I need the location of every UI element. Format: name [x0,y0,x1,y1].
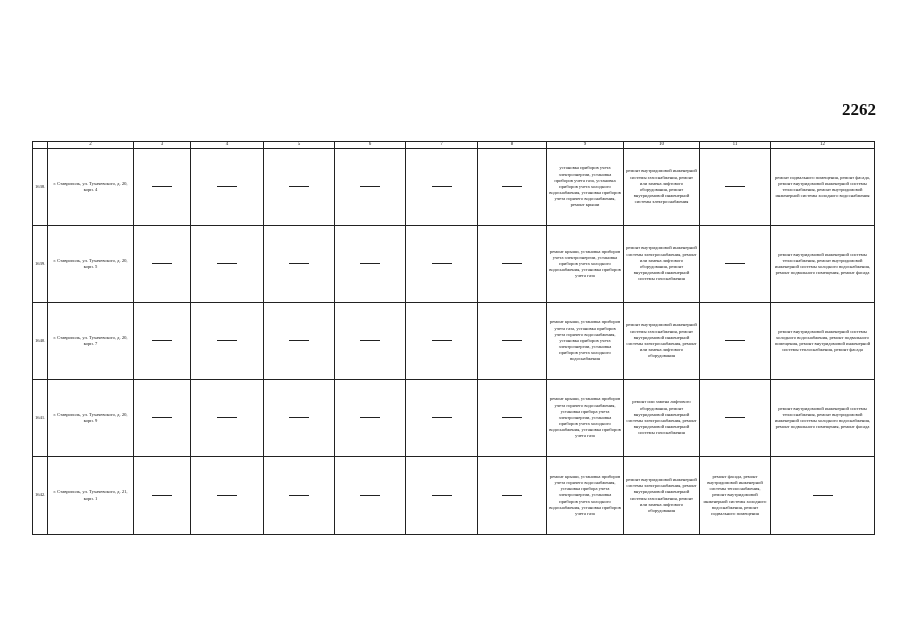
empty-cell [406,380,478,457]
page-number: 2262 [842,100,876,119]
header-cell: 11 [700,142,771,149]
header-cell: 8 [478,142,547,149]
header-cell [33,142,48,149]
address-cell: г. Ставрополь, ул. Тухачевского, д. 20, корп. 9 [48,380,134,457]
empty-cell [335,226,406,303]
empty-cell [478,149,547,226]
empty-cell [264,380,335,457]
empty-cell [134,380,191,457]
empty-cell [700,380,771,457]
dash-mark [813,495,833,496]
empty-cell [335,149,406,226]
dash-mark [217,417,237,418]
address-cell: г. Ставрополь, ул. Тухачевского, д. 20, корп. 7 [48,303,134,380]
row-number: 1640. [33,303,48,380]
works-cell-9: ремонт крыши, установка приборов учета горячего водоснабжения, установка прибора учета электроэнергии, установка приборов учета холодного водоснабжения, установка приборов учета газа [547,457,624,535]
header-cell: 7 [406,142,478,149]
works-cell-9: установка приборов учета электроэнергии, установка приборов учета газа, установка приборов учета холодного водоснабжения, установка приборов учета горячего водоснабжения, ремонт крыши [547,149,624,226]
empty-cell [771,457,875,535]
header-cell: 6 [335,142,406,149]
works-cell-9: ремонт крыши, установка приборов учета электроэнергии, установка приборов учета холодного водоснабжения, установка приборов учета газа [547,226,624,303]
dash-mark [217,186,237,187]
address-cell: г. Ставрополь, ул. Тухачевского, д. 20, корп. 5 [48,226,134,303]
empty-cell [191,380,264,457]
empty-cell [478,226,547,303]
header-cell: 3 [134,142,191,149]
works-cell-12: ремонт внутридомовой инженерной системы теплоснабжения, ремонт внутридомовой инженерной системы холодного водоснабжения, ремонт подвального помещения, ремонт фасада [771,226,875,303]
table-row [33,226,875,303]
empty-cell [264,149,335,226]
header-cell: 12 [771,142,875,149]
empty-cell [406,226,478,303]
row-number: 1641. [33,380,48,457]
dash-mark [152,263,172,264]
dash-mark [289,417,309,418]
row-number: 1639. [33,226,48,303]
works-cell-10: ремонт внутридомовой инженерной системы газоснабжения, ремонт или замена лифтового оборудования, ремонт внутридомовой инженерной системы электроснабжения [624,149,700,226]
dash-mark [725,186,745,187]
dash-mark [289,263,309,264]
empty-cell [134,226,191,303]
works-cell-10: ремонт или замена лифтового оборудования, ремонт внутридомовой инженерной системы электроснабжения, ремонт внутридомовой инженерной системы газоснабжения [624,380,700,457]
dash-mark [152,495,172,496]
header-cell: 9 [547,142,624,149]
empty-cell [406,457,478,535]
dash-mark [502,417,522,418]
empty-cell [134,457,191,535]
works-cell-9: ремонт крыши, установка приборов учета газа, установка приборов учета горячего водоснабжения, установка приборов учета электроэнергии, установка приборов учета холодного водоснабжения [547,303,624,380]
empty-cell [478,457,547,535]
header-cell: 10 [624,142,700,149]
dash-mark [152,340,172,341]
empty-cell [700,226,771,303]
header-cell: 5 [264,142,335,149]
dash-mark [432,263,452,264]
empty-cell [134,149,191,226]
empty-cell [478,380,547,457]
address-cell: г. Ставрополь, ул. Тухачевского, д. 21, корп. 1 [48,457,134,535]
empty-cell [191,457,264,535]
table-row [33,303,875,380]
dash-mark [725,263,745,264]
dash-mark [152,417,172,418]
dash-mark [725,417,745,418]
empty-cell [406,149,478,226]
header-cell: 4 [191,142,264,149]
dash-mark [217,263,237,264]
dash-mark [502,495,522,496]
dash-mark [432,495,452,496]
dash-mark [289,340,309,341]
empty-cell [335,380,406,457]
works-cell-11: ремонт фасада, ремонт внутридомовой инженерной системы теплоснабжения, ремонт внутридомовой инженерной системы холодного водоснабжения, ремонт подвального помещения [700,457,771,535]
dash-mark [217,495,237,496]
empty-cell [134,303,191,380]
dash-mark [360,417,380,418]
dash-mark [217,340,237,341]
works-table [32,141,875,535]
works-cell-9: ремонт крыши, установка приборов учета горячего водоснабжения, установка прибора учета электроэнергии, установка приборов учета холодного водоснабжения, установка приборов учета газа [547,380,624,457]
table-row [33,149,875,226]
empty-cell [335,303,406,380]
empty-cell [700,149,771,226]
empty-cell [406,303,478,380]
empty-cell [191,149,264,226]
dash-mark [360,340,380,341]
empty-cell [478,303,547,380]
empty-cell [264,303,335,380]
works-cell-10: ремонт внутридомовой инженерной системы газоснабжения, ремонт внутридомовой инженерной системы электроснабжения, ремонт или замена лифтового оборудования [624,303,700,380]
empty-cell [335,457,406,535]
dash-mark [432,186,452,187]
works-cell-10: ремонт внутридомовой инженерной системы электроснабжения, ремонт или замена лифтового оборудования, ремонт внутридомовой инженерной системы газоснабжения [624,226,700,303]
header-row [33,142,875,149]
dash-mark [152,186,172,187]
works-cell-12: ремонт внутридомовой инженерной системы холодного водоснабжения, ремонт подвального помещения, ремонт внутридомовой инженерной системы теплоснабжения, ремонт фасада [771,303,875,380]
dash-mark [502,186,522,187]
dash-mark [432,340,452,341]
empty-cell [264,226,335,303]
works-cell-12: ремонт подвального помещения, ремонт фасада, ремонт внутридомовой инженерной системы теплоснабжения, ремонт внутридомовой инженерной системы холодного водоснабжения [771,149,875,226]
works-cell-12: ремонт внутридомовой инженерной системы теплоснабжения, ремонт внутридомовой инженерной системы холодного водоснабжения, ремонт подвального помещения, ремонт фасада [771,380,875,457]
header-cell: 2 [48,142,134,149]
empty-cell [264,457,335,535]
dash-mark [289,186,309,187]
empty-cell [191,226,264,303]
dash-mark [360,263,380,264]
dash-mark [502,263,522,264]
dash-mark [360,186,380,187]
empty-cell [191,303,264,380]
dash-mark [360,495,380,496]
address-cell: г. Ставрополь, ул. Тухачевского, д. 20, корп. 4 [48,149,134,226]
row-number: 1638. [33,149,48,226]
dash-mark [289,495,309,496]
dash-mark [432,417,452,418]
empty-cell [700,303,771,380]
row-number: 1642. [33,457,48,535]
table-row [33,457,875,535]
dash-mark [502,340,522,341]
dash-mark [725,340,745,341]
works-cell-10: ремонт внутридомовой инженерной системы электроснабжения, ремонт внутридомовой инженерной системы газоснабжения, ремонт или замена лифтового оборудования [624,457,700,535]
table-row [33,380,875,457]
